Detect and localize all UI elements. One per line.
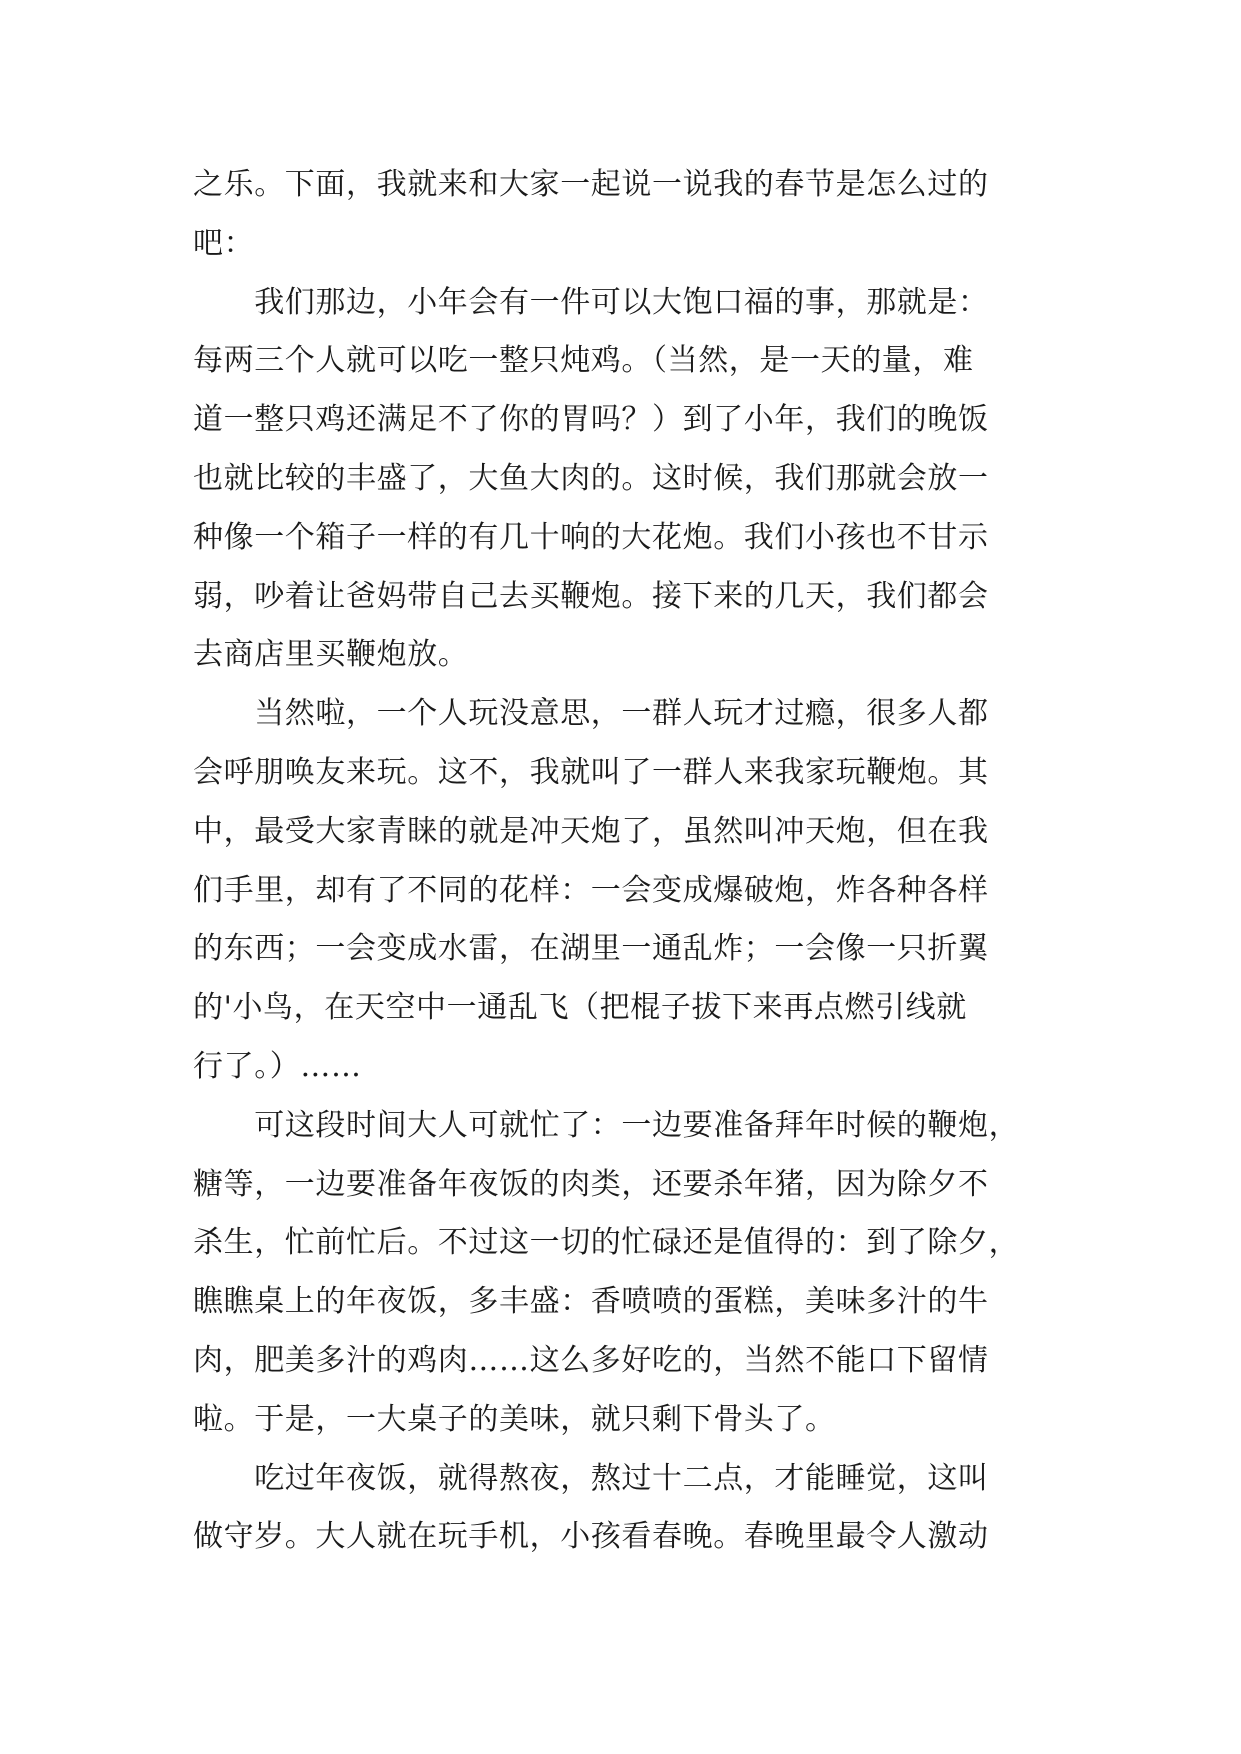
text-line: 可这段时间大人可就忙了：一边要准备拜年时候的鞭炮， bbox=[193, 1107, 1020, 1143]
text-line: 我们那边，小年会有一件可以大饱口福的事，那就是： bbox=[193, 284, 989, 320]
text-line: 的'小鸟，在天空中一通乱飞（把棍子拔下来再点燃引线就 bbox=[193, 990, 967, 1026]
text-line: 弱，吵着让爸妈带自己去买鞭炮。接下来的几天，我们都会 bbox=[193, 578, 989, 614]
text-line: 当然啦，一个人玩没意思，一群人玩才过瘾，很多人都 bbox=[193, 696, 989, 732]
text-line: 糖等，一边要准备年夜饭的肉类，还要杀年猪，因为除夕不 bbox=[193, 1166, 989, 1202]
text-line: 每两三个人就可以吃一整只炖鸡。（当然，是一天的量，难 bbox=[193, 343, 974, 379]
text-line: 做守岁。大人就在玩手机，小孩看春晚。春晚里最令人激动 bbox=[193, 1519, 989, 1555]
text-line: 种像一个箱子一样的有几十响的大花炮。我们小孩也不甘示 bbox=[193, 519, 989, 555]
text-line: 行了。）…… bbox=[193, 1048, 362, 1084]
text-line: 会呼朋唤友来玩。这不，我就叫了一群人来我家玩鞭炮。其 bbox=[193, 754, 989, 790]
essay-body bbox=[193, 156, 1053, 1567]
text-line: 之乐。下面，我就来和大家一起说一说我的春节是怎么过的 bbox=[193, 167, 989, 202]
text-line: 们手里，却有了不同的花样：一会变成爆破炮，炸各种各样 bbox=[193, 872, 989, 908]
text-line: 道一整只鸡还满足不了你的胃吗？）到了小年，我们的晚饭 bbox=[193, 402, 989, 438]
text-line: 去商店里买鞭炮放。 bbox=[193, 637, 469, 673]
text-line: 肉，肥美多汁的鸡肉……这么多好吃的，当然不能口下留情 bbox=[193, 1342, 989, 1378]
text-line: 也就比较的丰盛了，大鱼大肉的。这时候，我们那就会放一 bbox=[193, 460, 989, 496]
text-line: 杀生，忙前忙后。不过这一切的忙碌还是值得的：到了除夕， bbox=[193, 1225, 1020, 1261]
text-line: 啦。于是，一大桌子的美味，就只剩下骨头了。 bbox=[193, 1401, 836, 1437]
text-line: 瞧瞧桌上的年夜饭，多丰盛：香喷喷的蛋糕，美味多汁的牛 bbox=[193, 1284, 989, 1320]
text-line: 的东西；一会变成水雷，在湖里一通乱炸；一会像一只折翼 bbox=[193, 931, 989, 967]
text-line: 吃过年夜饭，就得熬夜，熬过十二点，才能睡觉，这叫 bbox=[193, 1460, 989, 1496]
text-line: 吧： bbox=[193, 225, 255, 261]
text-line: 中，最受大家青睐的就是冲天炮了，虽然叫冲天炮，但在我 bbox=[193, 813, 989, 849]
